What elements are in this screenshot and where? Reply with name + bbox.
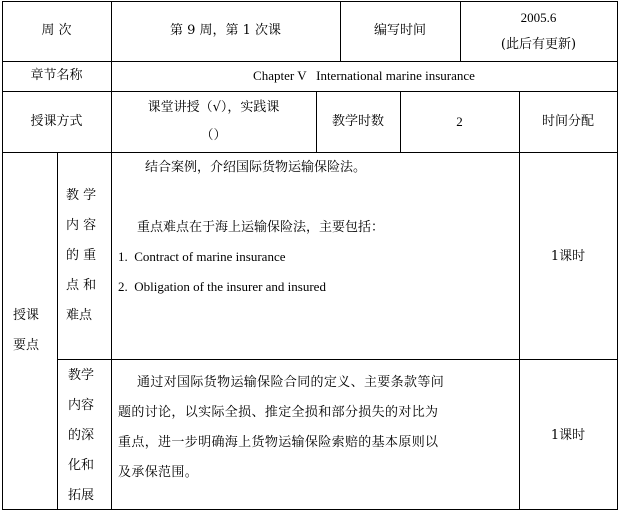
hours-label: 教学时数	[331, 114, 384, 129]
section1-intro: 结合案例，介绍国际货物运输保险法。	[145, 160, 367, 175]
chapter-label: 章节名称	[30, 68, 83, 83]
table-border-top	[2, 1, 618, 2]
hours-value: 2	[456, 114, 463, 129]
section2-label-line2: 内容	[68, 398, 95, 413]
col-divider-time	[519, 91, 520, 510]
section1-label-line3: 的 重	[66, 248, 97, 263]
section1-label-line4: 点 和	[66, 278, 97, 293]
key-points-label-line2: 要点	[13, 338, 40, 353]
section1-label-line2: 内 容	[66, 218, 97, 233]
method-value-line2: （）	[200, 128, 227, 143]
chapter-title: Chapter V International marine insurance	[253, 68, 475, 83]
key-points-label-line1: 授课	[13, 308, 40, 323]
section2-paragraph-line3: 重点，进一步明确海上货物运输保险索赔的基本原则以	[118, 435, 439, 450]
allocation-label: 时间分配	[541, 114, 594, 129]
table-border-bottom	[2, 509, 618, 510]
col-divider-keypoints	[57, 152, 58, 510]
section1-label-line1: 教 学	[66, 188, 97, 203]
table-border-right	[617, 1, 618, 510]
date-note: (此后有更新)	[500, 37, 577, 52]
session-value: 第 9 周，第 1 次课	[169, 23, 282, 38]
section2-paragraph-line2: 题的讨论，以实际全损、推定全损和部分损失的对比为	[118, 405, 439, 420]
section1-focus: 重点难点在于海上运输保险法，主要包括：	[137, 220, 385, 235]
section1-label-line5: 难点	[66, 308, 93, 323]
section2-paragraph-line4: 及承保范围。	[118, 465, 199, 480]
week-label: 周 次	[41, 23, 72, 38]
section2-label-line3: 的深	[68, 428, 95, 443]
method-value-line1: 课堂讲授（√），实践课	[147, 100, 280, 115]
row-divider-section	[57, 359, 618, 360]
section1-item-1: 1. Contract of marine insurance	[118, 249, 286, 264]
section1-item-2: 2. Obligation of the insurer and insured	[118, 279, 326, 294]
section1-time: 1课时	[550, 249, 586, 264]
section2-paragraph-line1: 通过对国际货物运输保险合同的定义、主要条款等问	[137, 375, 445, 390]
date-value: 2005.6	[520, 10, 557, 25]
method-label: 授课方式	[30, 114, 83, 129]
compile-time-label: 编写时间	[373, 23, 426, 38]
col-divider-sublabel	[111, 152, 112, 510]
row-divider-method	[2, 152, 618, 153]
row-divider-chapter	[2, 91, 618, 92]
section2-label-line5: 拓展	[68, 488, 95, 503]
section2-label-line4: 化和	[68, 458, 95, 473]
section2-time: 1课时	[550, 428, 586, 443]
section2-label-line1: 教学	[68, 368, 95, 383]
row-divider-header	[2, 61, 618, 62]
